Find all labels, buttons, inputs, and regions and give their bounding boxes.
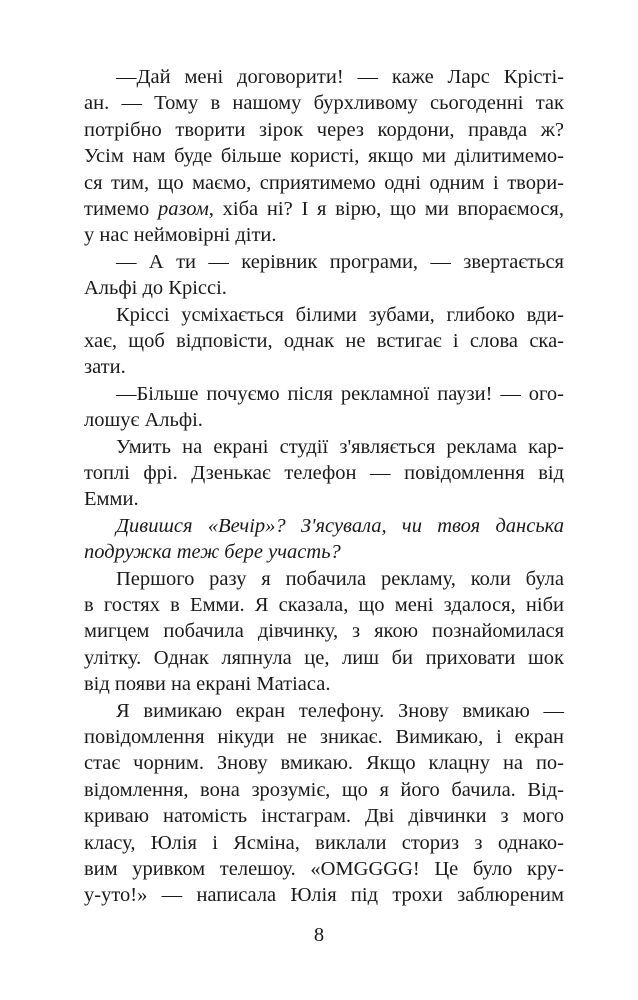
text-line: —Більше почуємо після рекламної паузи! — ого-	[116, 382, 564, 405]
text-line: Я вимикаю екран телефону. Знову вмикаю —	[116, 699, 564, 722]
emphasis-word: разом	[158, 198, 209, 220]
text-line: ан. — Тому в нашому бурхливому сьогоденні так	[84, 92, 564, 115]
text-line: у нас неймовірні діти.	[84, 224, 277, 247]
text-line: хає, щоб відповісти, однак не встигає і слова ска-	[84, 330, 564, 352]
text-line: криваю натомість інстаграм. Дві дівчинки з мого	[84, 805, 564, 828]
text-line: у-уто!» — написала Юлія під трохи заблюреним	[84, 884, 564, 907]
text-line: мигцем побачила дівчинку, з якою познайомилася	[84, 620, 564, 643]
text-line: —Дай мені договорити! — каже Ларс Крісті-	[116, 66, 564, 88]
text-line: відомлення, вона зрозуміє, що я його бачила. Від-	[84, 778, 564, 801]
text-line: класу, Юлія і Ясміна, виклали сториз з однако-	[84, 831, 564, 854]
page-number: 8	[313, 924, 325, 946]
italic-message-line: Дивишся «Вечір»? З'ясувала, чи твоя данська	[116, 514, 564, 537]
text-line: вим уривком телешоу. «OMGGGG! Це було кру-	[84, 858, 564, 880]
text-line: Умить на екрані студії з'являється реклама кар-	[116, 435, 564, 458]
italic-message-line: подружка теж бере участь?	[84, 541, 341, 564]
text-line: Першого разу я побачила рекламу, коли була	[116, 567, 564, 590]
text-line: повідомлення нікуди не зникає. Вимикаю, і екран	[84, 726, 564, 748]
text-fragment: тимемо	[84, 198, 158, 220]
text-line: топлі фрі. Дзенькає телефон — повідомлення від	[84, 462, 564, 484]
text-line: в гостях в Емми. Я сказала, що мені здалося, ніби	[84, 594, 564, 616]
text-line: Усім нам буде більше користі, якщо ми ділитимемо-	[84, 145, 564, 168]
text-line: улітку. Однак ляпнула це, лиш би приховати шок	[84, 646, 564, 669]
text-line: потрібно творити зірок через кордони, правда ж?	[84, 118, 564, 141]
text-line: від появи на екрані Матіаса.	[84, 673, 331, 696]
text-line: зати.	[84, 356, 126, 379]
text-line: Емми.	[84, 488, 139, 511]
text-line: лошує Альфі.	[84, 409, 203, 432]
text-line: Альфі до Кріссі.	[84, 277, 227, 300]
text-line: ся тим, що маємо, сприятимемо одні одним і твори-	[84, 171, 564, 194]
text-fragment: , хіба ні? І я вірю, що ми впораємося,	[208, 198, 564, 220]
text-line-with-emphasis	[84, 196, 564, 222]
text-line: стає чорним. Знову вмикаю. Якщо клацну на по-	[84, 752, 564, 775]
text-line: Кріссі усміхається білими зубами, глибоко вди-	[116, 303, 564, 326]
text-line: — А ти — керівник програми, — звертається	[116, 250, 564, 273]
